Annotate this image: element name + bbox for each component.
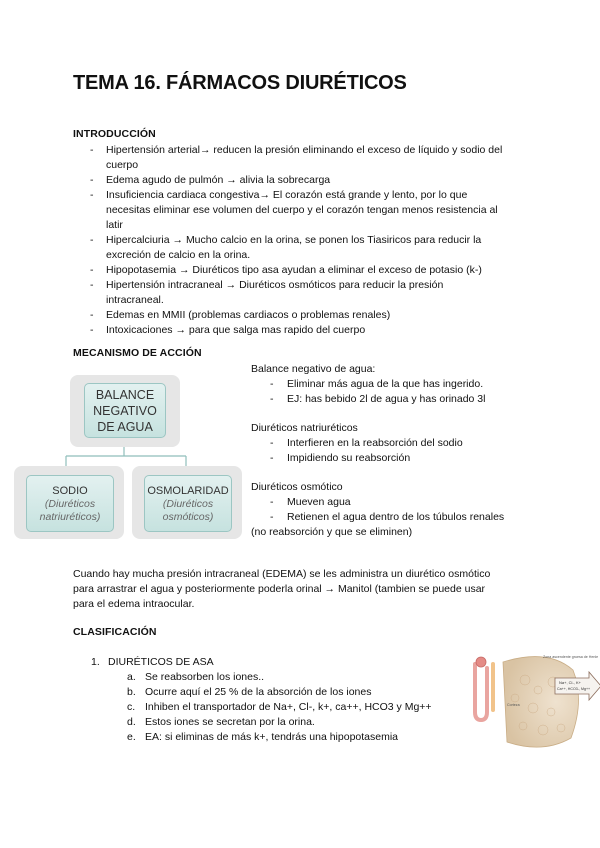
item-letter: b. [127,686,136,698]
edema-paragraph-line: Cuando hay mucha presión intracraneal (EDEMA) se les administra un diurético osmótico [73,568,491,580]
tubule-descending [475,664,487,720]
balance-title: Balance negativo de agua: [251,363,376,375]
nephron-ions-2: Ca++, HCO3-, Mg++ [557,687,591,691]
item-text: Inhiben el transportador de Na+, Cl-, k+, ca++, HCO3 y Mg++ [145,701,432,713]
diagram-left-title: SODIO [52,484,88,497]
bullet-dash: - [90,234,94,246]
clasificacion-item [127,670,264,685]
item-text: Estos iones se secretan por la orina. [145,716,315,728]
nephron-image [463,650,600,752]
diagram-right-box [144,475,232,532]
glomerulus [476,657,486,667]
clasificacion-item [127,730,398,745]
page-title: TEMA 16. FÁRMACOS DIURÉTICOS [73,72,407,94]
item-text: Ocurre aquí el 25 % de la absorción de los iones [145,686,372,698]
item-text: EA: si eliminas de más k+, tendrás una hipopotasemia [145,731,399,743]
intro-item-line: Edemas en MMII (problemas cardiacos o problemas renales) [106,309,391,321]
intro-item-line: Hipertensión arterial→ reducen la presión eliminando el exceso de líquido y sodio del [106,144,503,156]
clasificacion-item [127,715,315,730]
intro-item-line: excreción de calcio en la orina. [106,249,251,261]
osmo-cont: (no reabsorción y que se eliminen) [251,526,413,538]
diagram-right-sub: (Diuréticos osmóticos) [162,497,214,523]
bullet-dash: - [90,174,94,186]
diagram-right-title: OSMOLARIDAD [147,484,229,497]
item-text: Se reabsorben los iones.. [145,671,265,683]
diagram-right-box-frame [132,466,242,539]
bullet-dash: - [90,279,94,291]
natri-title: Diuréticos natriuréticos [251,422,358,434]
intro-item-line: Edema agudo de pulmón → alivia la sobrecarga [106,174,331,186]
diagram-left-box [26,475,114,532]
edema-paragraph-line: para arrastrar el agua y posteriormente poderla orinal → Manitol (tambien se puede usar [73,583,486,595]
bullet-dash: - [90,144,94,156]
intro-item-line: latir [106,219,123,231]
intro-item-line: Hipopotasemia → Diuréticos tipo asa ayudan a eliminar el exceso de potasio (k-) [106,264,482,276]
intro-heading: INTRODUCCIÓN [73,128,156,140]
item-letter: d. [127,716,136,728]
edema-paragraph-line: para el edema intraocular. [73,598,195,610]
nephron-zone-label: Zona ascendente gruesa de Henle [543,655,599,659]
clasificacion-heading: CLASIFICACIÓN [73,626,157,638]
bullet-dash: - [90,324,94,336]
diagram-left-sub: (Diuréticos natriuréticos) [39,497,101,523]
intro-item-line: Hipercalciuria → Mucho calcio en la orina, se ponen los Tiasiricos para reducir la [106,234,482,246]
osmo-title: Diuréticos osmótico [251,481,343,493]
intro-item-line: Intoxicaciones → para que salga mas rapido del cuerpo [106,324,366,336]
item-letter: a. [127,671,136,683]
intro-item-line: Hipertensión intracraneal → Diuréticos osmóticos para reducir la presión [106,279,444,291]
nephron-cortex-label: Corteza [507,703,520,707]
intro-item-line: cuerpo [106,159,139,171]
bullet-dash: - [90,189,94,201]
bullet-dash: - [90,264,94,276]
intro-item-line: necesitas eliminar ese volumen del cuerpo y el corazón tengan menos resistencia al [106,204,498,216]
group-title: DIURÉTICOS DE ASA [108,656,214,668]
clasificacion-item [127,700,432,715]
nephron-ions-1: Na+, Cl-, K+ [559,680,582,685]
intro-item-line: intracraneal. [106,294,164,306]
mecanismo-heading: MECANISMO DE ACCIÓN [73,347,202,359]
item-letter: e. [127,731,136,743]
item-letter: c. [127,701,136,713]
clasificacion-item [127,685,371,700]
diagram-left-box-frame [14,466,124,539]
bullet-dash: - [90,309,94,321]
diagram-top-text: BALANCE NEGATIVO DE AGUA [93,387,157,434]
intro-item-line: Insuficiencia cardiaca congestiva→ El corazón está grande y lento, por lo que [106,189,468,201]
group-number: 1. [91,656,100,668]
